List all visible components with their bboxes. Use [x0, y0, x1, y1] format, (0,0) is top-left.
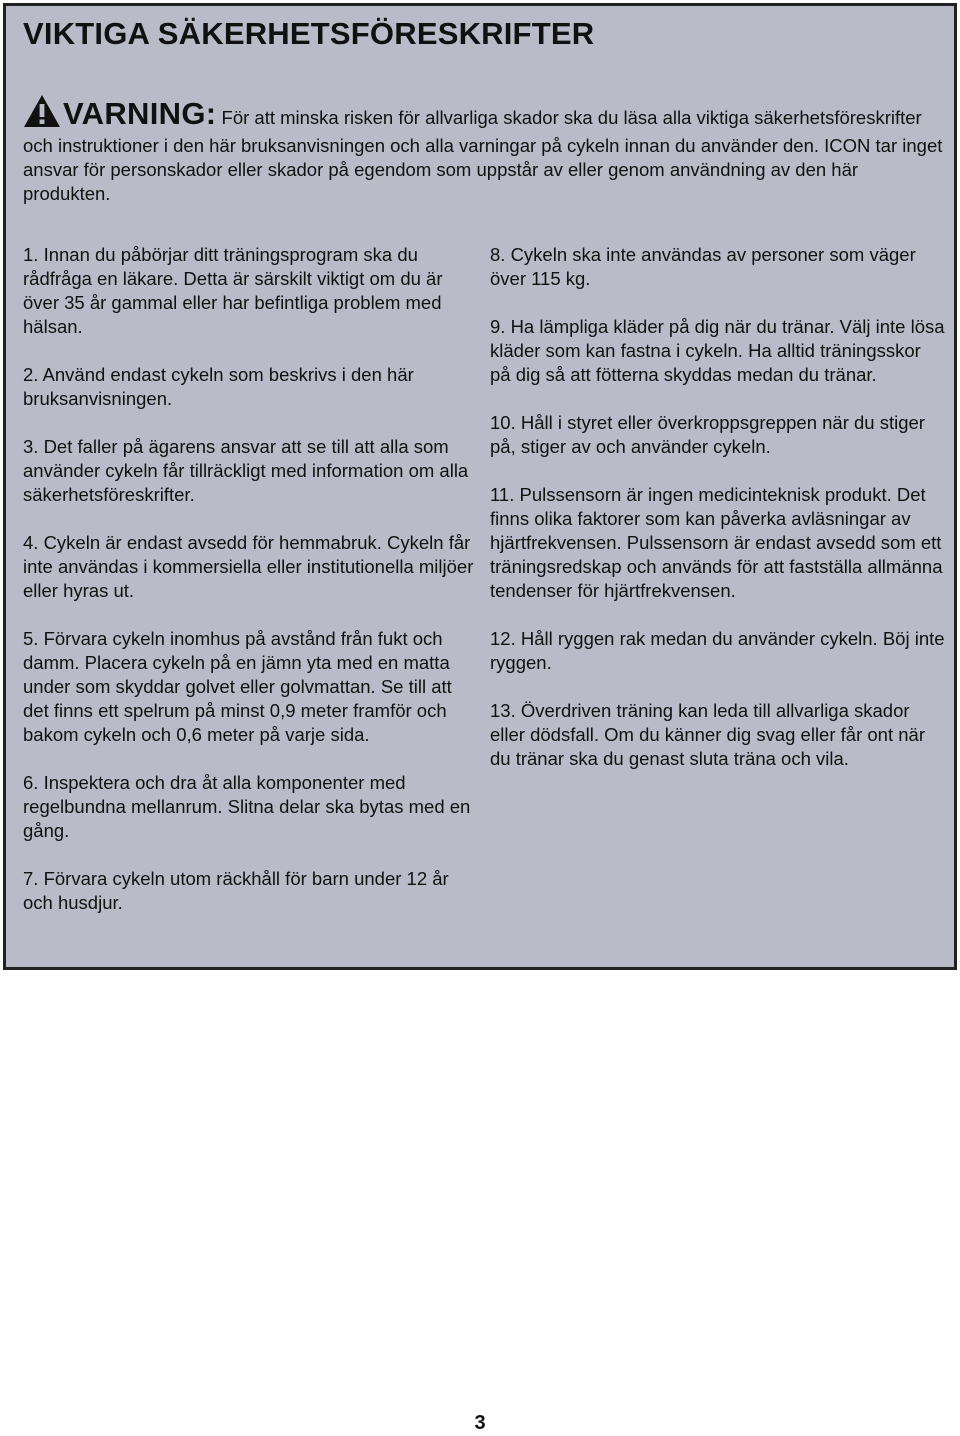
left-column: [23, 243, 475, 939]
warning-text: För att minska risken för allvarliga skador ska du läsa alla viktiga säkerhetsföreskrifter och instruktioner i den här bruksanvisningen och alla varningar på cykeln innan du använder den. ICON tar inget ansvar för personskador eller skador på egendom som uppstår av eller genom användning av den här produkten.: [23, 107, 943, 204]
list-item: 5. Förvara cykeln inomhus på avstånd från fukt och damm. Placera cykeln på en jämn yta med en matta under som skyddar golvet eller golvmattan. Se till att det finns ett spelrum på minst 0,9 meter framför och bakom cykeln och 0,6 meter på varje sida.: [23, 628, 452, 745]
warning-paragraph: [23, 94, 943, 206]
list-item: 10. Håll i styret eller överkroppsgreppen när du stiger på, stiger av och använder cykeln.: [490, 412, 925, 457]
list-item: 8. Cykeln ska inte användas av personer som väger över 115 kg.: [490, 244, 916, 289]
list-item: 12. Håll ryggen rak medan du använder cykeln. Böj inte ryggen.: [490, 628, 945, 673]
warning-label: VARNING:: [63, 96, 217, 131]
list-item: 4. Cykeln är endast avsedd för hemmabruk. Cykeln får inte användas i kommersiella eller institutionella miljöer eller hyras ut.: [23, 532, 474, 601]
list-item: 3. Det faller på ägarens ansvar att se till att alla som använder cykeln får tillräckligt med information om alla säkerhetsföreskrifter.: [23, 436, 469, 505]
list-item: 13. Överdriven träning kan leda till allvarliga skador eller dödsfall. Om du känner dig svag eller får ont när du tränar ska du genast sluta träna och vila.: [490, 700, 925, 769]
safety-box: [3, 3, 957, 970]
list-item: 2. Använd endast cykeln som beskrivs i den här bruksanvisningen.: [23, 364, 414, 409]
list-item: 7. Förvara cykeln utom räckhåll för barn under 12 år och husdjur.: [23, 868, 449, 913]
list-item: 1. Innan du påbörjar ditt träningsprogram ska du rådfråga en läkare. Detta är särskilt viktigt om du är över 35 år gammal eller har befintliga problem med hälsan.: [23, 244, 443, 337]
page-number: 3: [474, 1412, 486, 1434]
page-title: VIKTIGA SÄKERHETSFÖRESKRIFTER: [23, 16, 595, 51]
right-column: [490, 243, 946, 795]
list-item: 11. Pulssensorn är ingen medicinteknisk produkt. Det finns olika faktorer som kan påverka avläsningar av hjärtfrekvensen. Pulssensorn är endast avsedd som ett träningsredskap och används för att fastställa allmänna tendenser för hjärtfrekvensen.: [490, 484, 943, 601]
list-item: 6. Inspektera och dra åt alla komponenter med regelbundna mellanrum. Slitna delar ska bytas med en gång.: [23, 772, 471, 841]
list-item: 9. Ha lämpliga kläder på dig när du tränar. Välj inte lösa kläder som kan fastna i cykeln. Ha alltid träningsskor på dig så att fötterna skyddas medan du tränar.: [490, 316, 945, 385]
warning-triangle-icon: [23, 94, 61, 134]
